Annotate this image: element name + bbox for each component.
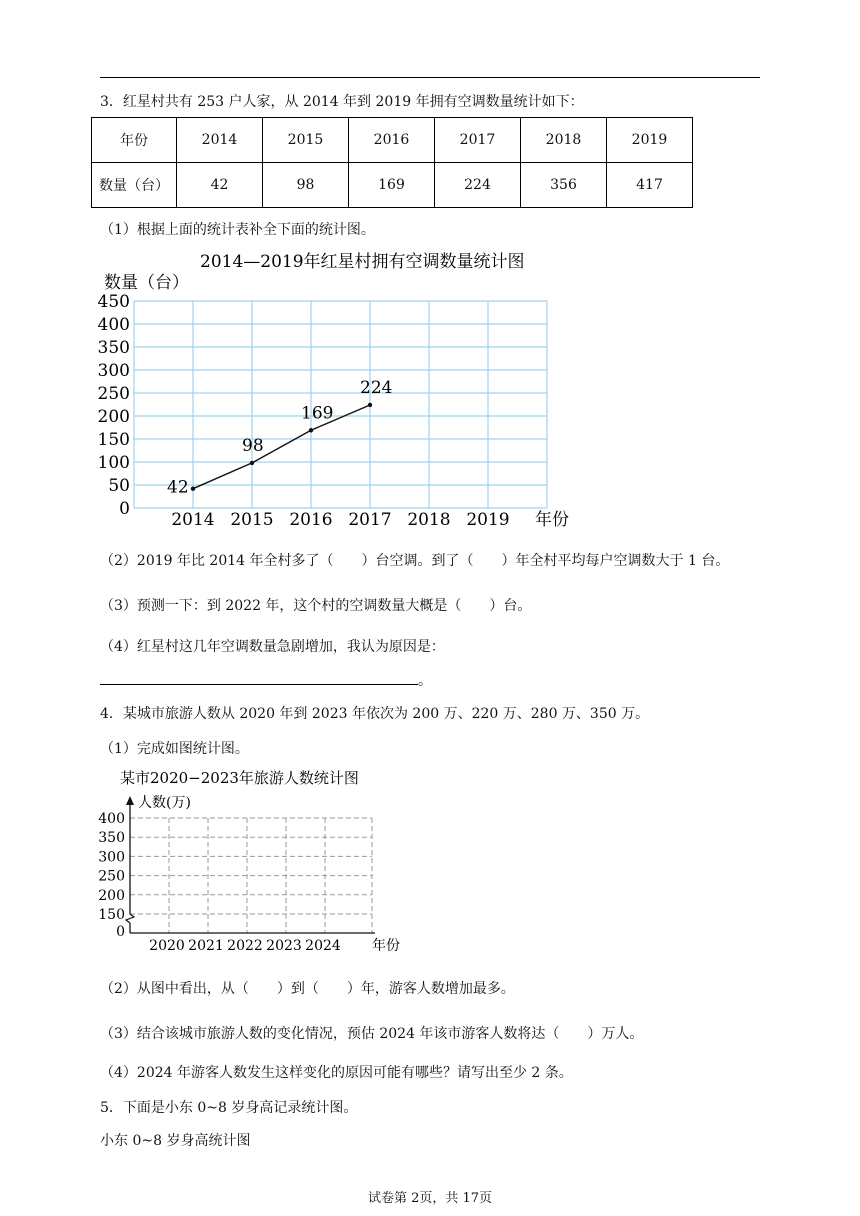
x-tick-label: 2023 xyxy=(266,938,302,954)
chart-ylabel: 数量（台） xyxy=(104,273,189,293)
table-cell: 2017 xyxy=(435,118,521,163)
y-tick-label: 300 xyxy=(98,849,125,866)
y-tick-label: 250 xyxy=(98,868,125,885)
y-tick-label: 350 xyxy=(97,338,130,358)
x-tick-label: 2021 xyxy=(188,938,224,954)
x-tick-label: 2017 xyxy=(348,510,392,530)
x-tick-label: 2024 xyxy=(305,938,341,954)
x-tick-label: 2018 xyxy=(407,510,451,530)
header-rule xyxy=(100,77,760,78)
q3-table xyxy=(91,117,693,208)
q4-sub4: （4）2024 年游客人数发生这样变化的原因可能有哪些？请写出至少 2 条。 xyxy=(100,1065,573,1081)
table-cell: 42 xyxy=(177,163,263,208)
table-row xyxy=(92,118,693,163)
q3-sub2: （2）2019 年比 2014 年全村多了（ ）台空调。到了（ ）年全村平均每户空调数大于 1 台。 xyxy=(100,553,730,569)
data-label: 224 xyxy=(360,377,393,398)
chart-xlabel: 年份 xyxy=(535,510,569,530)
table-cell: 356 xyxy=(521,163,607,208)
q5-chart-title: 小东 0~8 岁身高统计图 xyxy=(100,1133,251,1149)
y-tick-label: 200 xyxy=(97,407,130,427)
chart-title: 2014—2019年红星村拥有空调数量统计图 xyxy=(200,252,525,272)
q3-sub3: （3）预测一下：到 2022 年，这个村的空调数量大概是（ ）台。 xyxy=(100,598,532,614)
q3-sub4-end: 。 xyxy=(418,673,432,689)
q4-sub3: （3）结合该城市旅游人数的变化情况，预估 2024 年该市游客人数将达（ ）万人。 xyxy=(100,1026,644,1042)
y-tick-label: 200 xyxy=(98,887,125,904)
table-cell: 2015 xyxy=(263,118,349,163)
table-cell: 98 xyxy=(263,163,349,208)
chart-xlabel: 年份 xyxy=(372,938,400,954)
data-label: 42 xyxy=(167,477,189,498)
y-tick-label: 250 xyxy=(97,384,130,404)
q4-intro: 4．某城市旅游人数从 2020 年到 2023 年依次为 200 万、220 万、280 万、350 万。 xyxy=(100,706,650,722)
y-tick-label: 0 xyxy=(116,924,125,940)
table-cell: 169 xyxy=(349,163,435,208)
y-tick-label: 100 xyxy=(97,453,130,473)
x-tick-label: 2022 xyxy=(227,938,263,954)
y-tick-label: 300 xyxy=(97,361,130,381)
chart-ylabel: 人数(万) xyxy=(138,795,191,811)
table-cell: 2018 xyxy=(521,118,607,163)
chart-tourists xyxy=(90,765,420,960)
table-cell: 2019 xyxy=(607,118,693,163)
q4-sub2: （2）从图中看出，从（ ）到（ ）年，游客人数增加最多。 xyxy=(100,981,515,997)
y-tick-label: 150 xyxy=(98,907,125,923)
chart-title: 某市2020−2023年旅游人数统计图 xyxy=(120,769,359,787)
chart-ac-count xyxy=(80,245,600,535)
y-tick-label: 400 xyxy=(98,811,125,827)
y-axis-arrow xyxy=(126,796,134,805)
y-tick-label: 0 xyxy=(119,499,130,519)
q3-sub4: （4）红星村这几年空调数量急剧增加，我认为原因是： xyxy=(100,639,445,655)
y-tick-label: 50 xyxy=(108,476,130,496)
data-point xyxy=(368,403,372,407)
table-header-count: 数量（台） xyxy=(92,163,177,208)
x-tick-label: 2016 xyxy=(289,510,333,530)
table-cell: 224 xyxy=(435,163,521,208)
answer-blank-line[interactable] xyxy=(100,684,418,685)
q5-intro: 5．下面是小东 0~8 岁身高记录统计图。 xyxy=(100,1100,358,1116)
series-line xyxy=(193,405,370,489)
x-tick-label: 2015 xyxy=(230,510,274,530)
data-point xyxy=(309,428,313,432)
page-footer: 试卷第 2页，共 17页 xyxy=(367,1191,493,1206)
axis-break-mark xyxy=(126,914,134,923)
table-header-year: 年份 xyxy=(92,118,177,163)
table-cell: 417 xyxy=(607,163,693,208)
table-cell: 2016 xyxy=(349,118,435,163)
q3-intro: 3．红星村共有 253 户人家，从 2014 年到 2019 年拥有空调数量统计如下： xyxy=(100,94,584,110)
y-tick-label: 150 xyxy=(97,430,130,450)
table-row xyxy=(92,163,693,208)
y-tick-label: 350 xyxy=(98,830,125,847)
q3-sub1: （1）根据上面的统计表补全下面的统计图。 xyxy=(100,222,375,238)
data-point xyxy=(191,486,195,490)
data-label: 98 xyxy=(242,435,264,456)
x-tick-label: 2019 xyxy=(466,510,510,530)
data-label: 169 xyxy=(301,403,334,424)
x-tick-label: 2020 xyxy=(149,938,185,954)
y-tick-label: 400 xyxy=(97,315,130,335)
data-point xyxy=(250,461,254,465)
q4-sub1: （1）完成如图统计图。 xyxy=(100,741,249,757)
y-tick-label: 450 xyxy=(97,292,130,312)
x-tick-label: 2014 xyxy=(171,510,215,530)
table-cell: 2014 xyxy=(177,118,263,163)
